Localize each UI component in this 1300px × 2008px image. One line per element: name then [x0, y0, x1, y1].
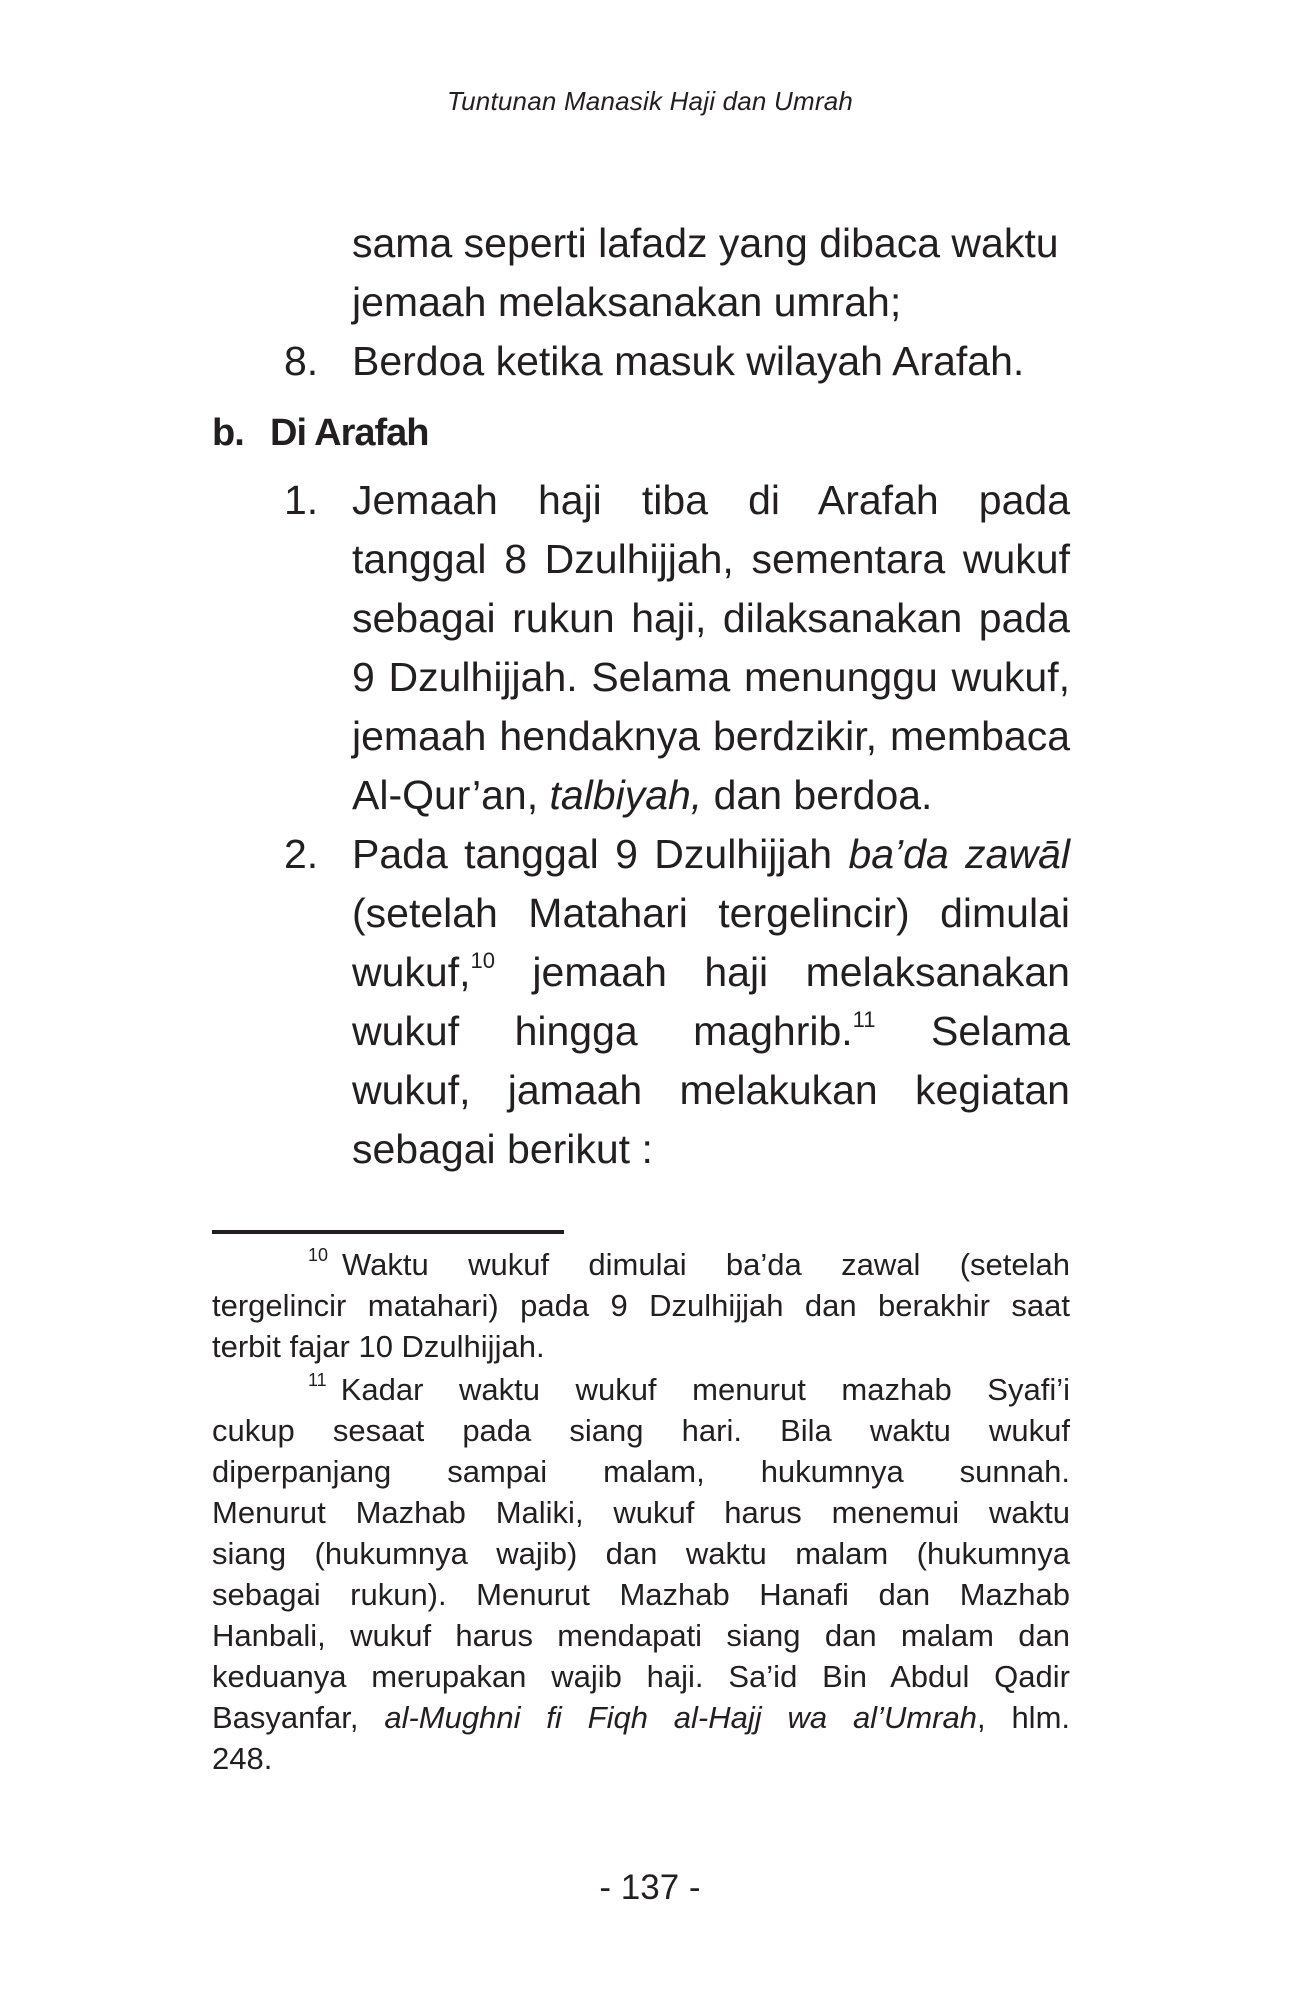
section-letter: b. [212, 412, 244, 454]
running-header: Tuntunan Manasik Haji dan Umrah [446, 86, 854, 116]
item-text: Pada tanggal 9 Dzulhijjah ba’da zawāl (setelah Matahari tergelincir) dimulai wukuf,$^{10}$ jemaah haji melaksanakan wukuf hingga maghrib.$^{11}$ Selama wukuf, jamaah melakukan kegiatan sebagai berikut : [352, 831, 1070, 1172]
item-number: 1. [284, 477, 319, 523]
footnote-11: $^{11}$ Kadar waktu wukuf menurut mazhab Syafi’i cukup sesaat pada siang hari. Bila waktu wukuf diperpanjang sampai malam, hukumnya sunnah. Menurut Mazhab Maliki, wukuf harus menemui waktu siang (hukumnya wajib) dan waktu malam (hukumnya sebagai rukun). Menurut Mazhab Hanafi dan Mazhab Hanbali, wukuf harus mendapati siang dan malam dan keduanya merupakan wajib haji. Sa’id Bin Abdul Qadir Basyanfar, al-Mughni fi Fiqh al-Hajj wa al’Umrah, hlm. 248. [212, 1370, 1071, 1776]
footnote-ref[interactable]: 11 [852, 1007, 876, 1032]
item-number: 2. [284, 831, 319, 877]
list-item-8 [212, 332, 1070, 391]
list-item-1 [212, 471, 1070, 825]
footnote-mark: 11 [308, 1370, 327, 1390]
main-text [212, 214, 1070, 1179]
italic-title: al-Mughni fi Fiqh al-Hajj wa al’Umrah [384, 1700, 977, 1735]
section-heading [212, 403, 1070, 463]
footnotes [212, 1244, 1070, 1781]
item-number: 8. [284, 338, 319, 384]
continuation-text [352, 214, 1070, 332]
footnote-mark: 10 [308, 1245, 329, 1265]
text-line: sama seperti lafadz yang dibaca waktu [352, 220, 1059, 266]
page-number: - 137 - [599, 1868, 701, 1907]
text-line: jemaah melaksanakan umrah; [352, 279, 902, 325]
list-item-2 [212, 825, 1070, 1179]
list-b [212, 471, 1070, 1179]
footnote-ref[interactable]: 10 [470, 948, 495, 973]
item-text: Jemaah haji tiba di Arafah pada tanggal 8 Dzulhijjah, sementara wukuf sebagai rukun haji, dilaksanakan pada 9 Dzulhijjah. Selama menunggu wukuf, jemaah hendaknya berdzikir, membaca Al-Qur’an, talbiyah, dan berdoa. [352, 477, 1070, 818]
section-title: Di Arafah [270, 412, 429, 454]
italic-term: ba’da zawāl [848, 831, 1070, 877]
italic-term: talbiyah, [549, 772, 703, 818]
item-text: Berdoa ketika masuk wilayah Arafah. [352, 338, 1025, 384]
footnote-10: $^{10}$ Waktu wukuf dimulai ba’da zawal (setelah tergelincir matahari) pada 9 Dzulhijjah dan berakhir saat terbit fajar 10 Dzulhijjah. [212, 1245, 1070, 1364]
footnote-divider [212, 1230, 564, 1234]
list-a-tail [212, 332, 1070, 391]
